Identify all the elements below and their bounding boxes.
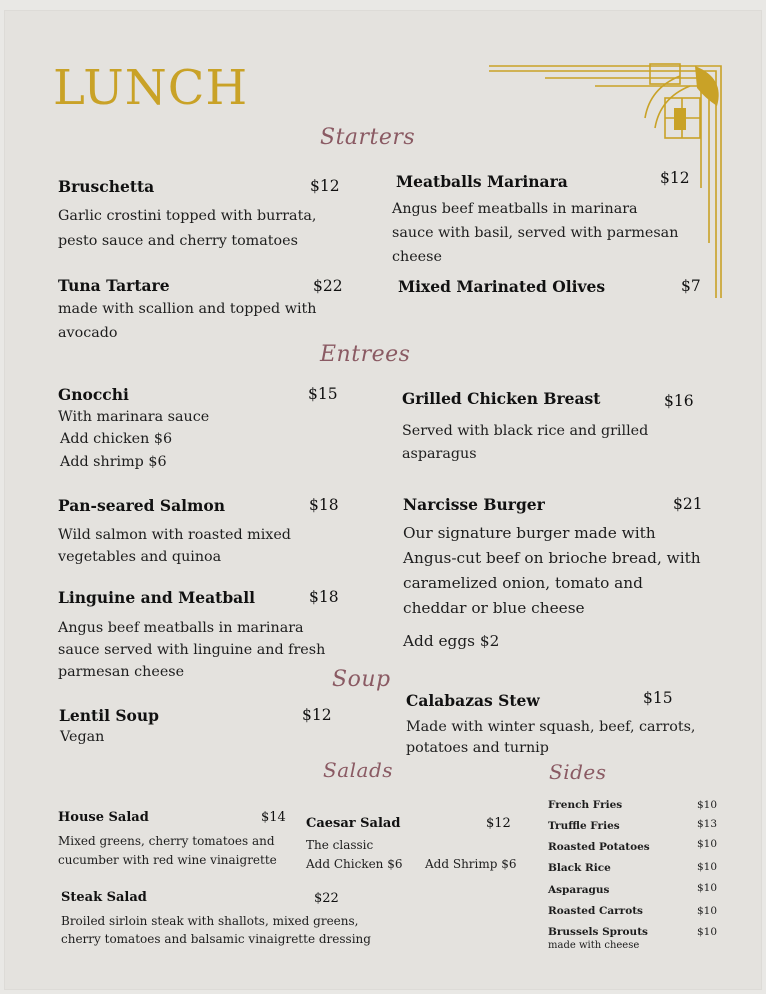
- item-desc-caesar-1: The classic: [306, 838, 374, 852]
- item-name-narcisse-burger: Narcisse Burger: [403, 495, 545, 514]
- item-desc-linguine-2: sauce served with linguine and fresh: [58, 642, 326, 658]
- item-price-caesar-salad: $12: [486, 816, 511, 831]
- item-desc-meatballs-1: Angus beef meatballs in marinara: [392, 201, 638, 217]
- item-price-meatballs-marinara: $12: [660, 169, 690, 187]
- side-price-asparagus: $10: [697, 882, 718, 894]
- item-name-caesar-salad: Caesar Salad: [306, 816, 401, 831]
- item-price-linguine-meatball: $18: [309, 588, 339, 606]
- item-name-tuna-tartare: Tuna Tartare: [58, 276, 170, 295]
- side-name-brussels-sprouts: Brussels Sprouts: [548, 926, 648, 938]
- item-price-pan-seared-salmon: $18: [309, 496, 339, 514]
- item-price-house-salad: $14: [261, 810, 286, 825]
- item-price-steak-salad: $22: [314, 891, 339, 906]
- item-price-gnocchi: $15: [308, 385, 338, 403]
- side-price-brussels-sprouts: $10: [697, 926, 718, 938]
- item-name-pan-seared-salmon: Pan-seared Salmon: [58, 496, 226, 515]
- section-heading-soup: Soup: [332, 667, 391, 692]
- section-heading-salads: Salads: [323, 758, 394, 782]
- item-desc-steak-1: Broiled sirloin steak with shallots, mixed greens,: [61, 914, 359, 928]
- item-desc-house-2: cucumber with red wine vinaigrette: [58, 853, 277, 867]
- item-desc-salmon-2: vegetables and quinoa: [58, 549, 222, 565]
- item-desc-tuna-1: made with scallion and topped with: [58, 301, 317, 317]
- side-name-black-rice: Black Rice: [548, 862, 611, 874]
- item-name-lentil-soup: Lentil Soup: [59, 706, 160, 725]
- side-name-asparagus: Asparagus: [548, 884, 610, 896]
- side-price-french-fries: $10: [697, 799, 718, 811]
- item-price-tuna-tartare: $22: [313, 277, 343, 295]
- item-desc-burger-4: cheddar or blue cheese: [403, 599, 585, 617]
- side-price-black-rice: $10: [697, 861, 718, 873]
- item-name-steak-salad: Steak Salad: [61, 890, 147, 905]
- section-heading-starters: Starters: [320, 125, 416, 150]
- item-price-grilled-chicken: $16: [664, 392, 694, 410]
- item-name-mixed-olives: Mixed Marinated Olives: [398, 277, 606, 296]
- item-price-bruschetta: $12: [310, 177, 340, 195]
- item-desc-salmon-1: Wild salmon with roasted mixed: [58, 527, 291, 543]
- item-name-calabazas-stew: Calabazas Stew: [406, 691, 540, 710]
- section-heading-sides: Sides: [549, 760, 607, 784]
- item-name-grilled-chicken: Grilled Chicken Breast: [402, 389, 601, 408]
- item-desc-chicken-2: asparagus: [402, 446, 477, 462]
- item-price-narcisse-burger: $21: [673, 495, 703, 513]
- item-addon-caesar-chicken: Add Chicken $6: [306, 857, 403, 871]
- item-name-linguine-meatball: Linguine and Meatball: [58, 588, 256, 607]
- menu-title: LUNCH: [53, 60, 249, 116]
- side-name-roasted-carrots: Roasted Carrots: [548, 905, 643, 917]
- item-desc-linguine-3: parmesan cheese: [58, 664, 185, 680]
- item-desc-meatballs-2: sauce with basil, served with parmesan: [392, 225, 679, 241]
- item-price-lentil-soup: $12: [302, 706, 332, 724]
- item-addon-burger-eggs: Add eggs $2: [403, 632, 500, 650]
- side-price-truffle-fries: $13: [697, 818, 718, 830]
- item-desc-tuna-2: avocado: [58, 325, 118, 341]
- item-desc-burger-2: Angus-cut beef on brioche bread, with: [403, 549, 701, 567]
- item-desc-lentil-1: Vegan: [60, 729, 105, 745]
- side-price-roasted-potatoes: $10: [697, 838, 718, 850]
- item-desc-gnocchi-1: With marinara sauce: [58, 409, 210, 425]
- item-price-mixed-olives: $7: [681, 277, 701, 295]
- item-desc-gnocchi-3: Add shrimp $6: [60, 454, 167, 470]
- item-desc-linguine-1: Angus beef meatballs in marinara: [58, 620, 304, 636]
- item-desc-steak-2: cherry tomatoes and balsamic vinaigrette dressing: [61, 932, 371, 946]
- item-desc-meatballs-3: cheese: [392, 249, 442, 265]
- item-desc-calabazas-2: potatoes and turnip: [406, 740, 549, 756]
- item-desc-burger-1: Our signature burger made with: [403, 524, 656, 542]
- item-name-meatballs-marinara: Meatballs Marinara: [396, 172, 568, 191]
- item-desc-bruschetta-1: Garlic crostini topped with burrata,: [58, 208, 317, 224]
- item-price-calabazas-stew: $15: [643, 689, 673, 707]
- item-desc-chicken-1: Served with black rice and grilled: [402, 423, 649, 439]
- item-name-bruschetta: Bruschetta: [58, 177, 155, 196]
- side-price-roasted-carrots: $10: [697, 905, 718, 917]
- item-desc-bruschetta-2: pesto sauce and cherry tomatoes: [58, 233, 298, 249]
- section-heading-entrees: Entrees: [320, 342, 411, 367]
- item-desc-burger-3: caramelized onion, tomato and: [403, 574, 643, 592]
- side-name-truffle-fries: Truffle Fries: [548, 820, 620, 832]
- item-desc-gnocchi-2: Add chicken $6: [60, 431, 173, 447]
- item-desc-house-1: Mixed greens, cherry tomatoes and: [58, 834, 275, 848]
- item-name-house-salad: House Salad: [58, 810, 149, 825]
- side-note-brussels-sprouts: made with cheese: [548, 940, 640, 951]
- item-desc-calabazas-1: Made with winter squash, beef, carrots,: [406, 719, 696, 735]
- side-name-roasted-potatoes: Roasted Potatoes: [548, 841, 650, 853]
- side-name-french-fries: French Fries: [548, 799, 623, 811]
- item-addon-caesar-shrimp: Add Shrimp $6: [425, 857, 517, 871]
- item-name-gnocchi: Gnocchi: [58, 385, 129, 404]
